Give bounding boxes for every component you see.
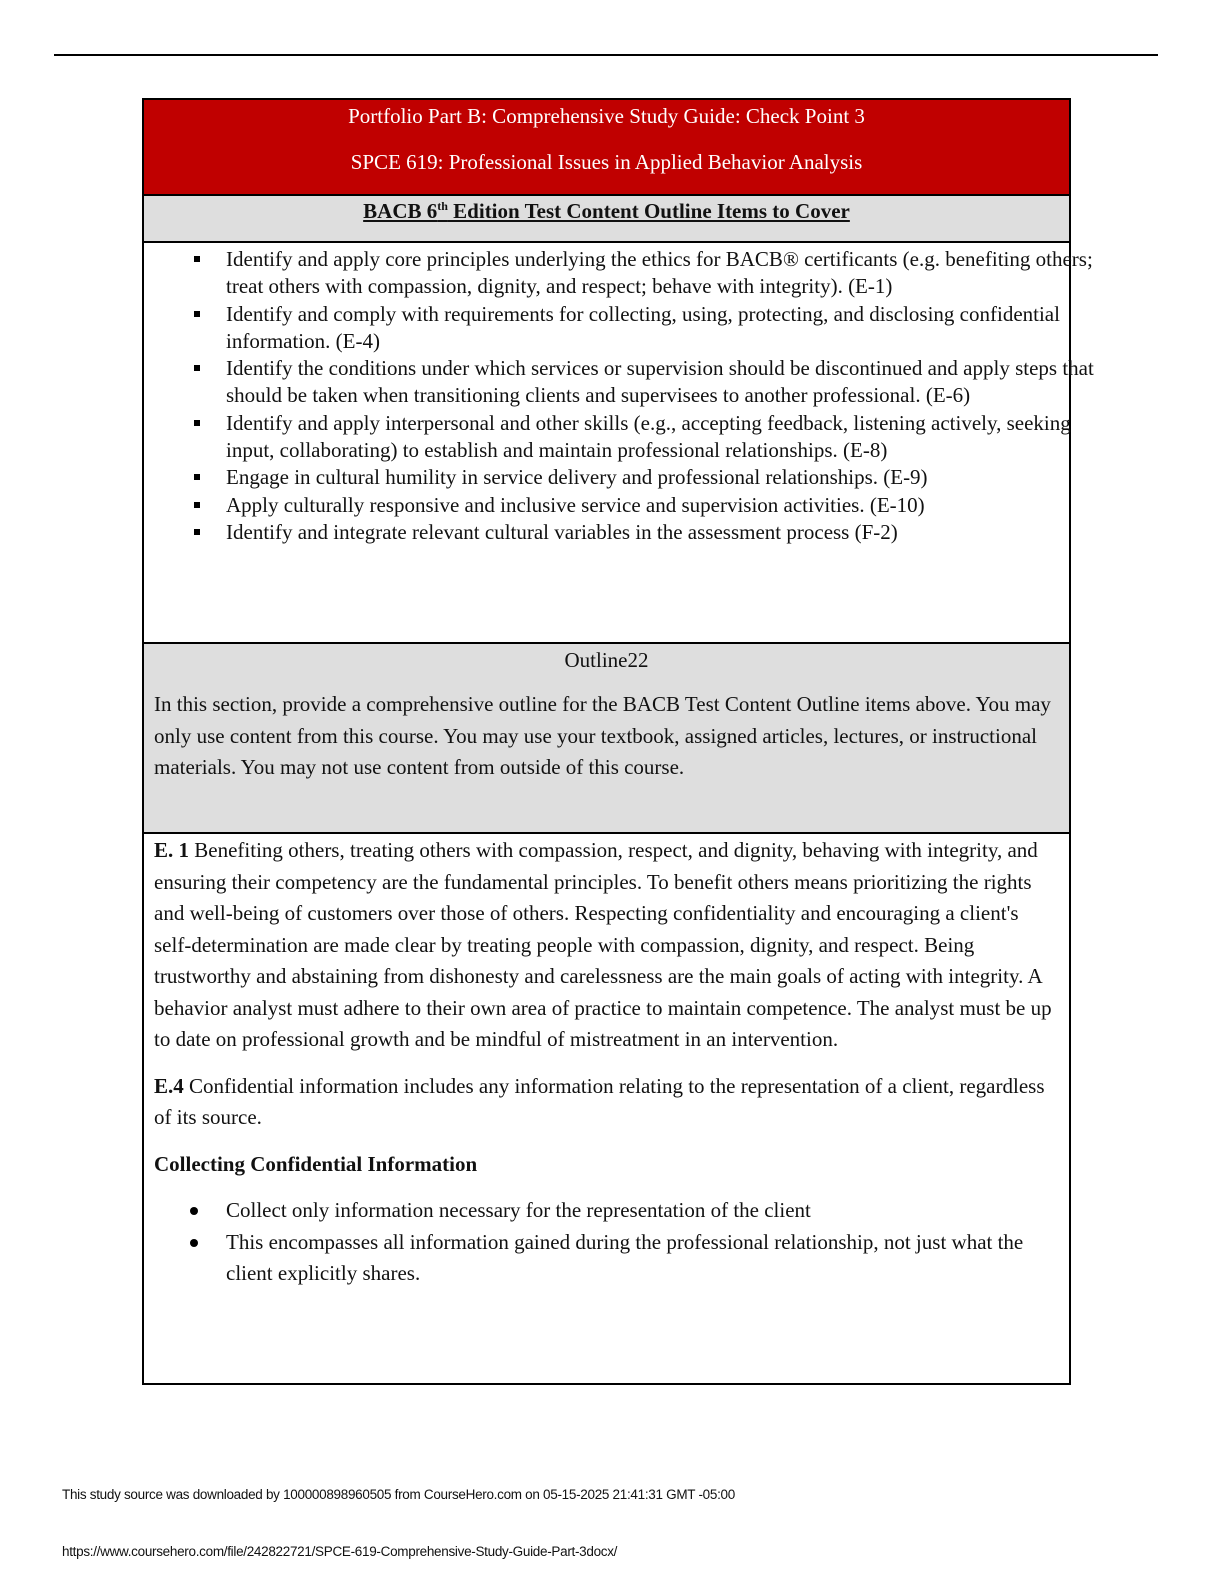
source-url[interactable]: https://www.coursehero.com/file/242822721/SPCE-619-Comprehensive-Study-Guide-Part-3docx/: [62, 1544, 618, 1559]
study-guide-table: [142, 98, 1094, 1385]
list-item: Identify and comply with requirements for collecting, using, protecting, and disclosing confidential information. (E-4): [144, 301, 1106, 356]
e4-text: Confidential information includes any information relating to the representation of a client, regardless of its source.: [154, 1073, 1045, 1129]
list-item: Identify and apply interpersonal and other skills (e.g., accepting feedback, listening actively, seeking input, collaborating) to establish and maintain professional relationships. (E-8): [144, 410, 1106, 465]
list-item: Identify and integrate relevant cultural variables in the assessment process (F-2): [144, 519, 1106, 546]
title-banner: [144, 100, 1069, 196]
document-title: Portfolio Part B: Comprehensive Study Guide: Check Point 3: [348, 104, 865, 128]
download-notice: This study source was downloaded by 100000898960505 from CourseHero.com on 05-15-2025 21:41:31 GMT -05:00: [62, 1487, 735, 1502]
outline-items-list: [144, 243, 1094, 644]
list-item: This encompasses all information gained during the professional relationship, not just what the client explicitly shares.: [154, 1227, 1059, 1290]
outline-heading: Outline22: [564, 648, 649, 672]
instructions-text: In this section, provide a comprehensive outline for the BACB Test Content Outline items above. You may only use content from this course. You may use your textbook, assigned articles, lectures, or instructional materials. You may not use content from outside of this course.: [154, 692, 1051, 779]
course-title: SPCE 619: Professional Issues in Applied Behavior Analysis: [350, 150, 863, 174]
list-item: Identify the conditions under which services or supervision should be discontinued and apply steps that should be taken when transitioning clients and supervisees to another professional. (E-6): [144, 355, 1106, 410]
list-item: Apply culturally responsive and inclusive service and supervision activities. (E-10): [144, 492, 1106, 519]
subheading: Collecting Confidential Information: [154, 1151, 478, 1176]
list-item: Identify and apply core principles underlying the ethics for BACB® certificants (e.g. benefiting others; treat others with compassion, dignity, and respect; behave with integrity). (E-1): [144, 246, 1106, 301]
e1-text: Benefiting others, treating others with compassion, respect, and dignity, behaving with integrity, and ensuring their competency are the fundamental principles. To benefit others means prioritizing the rights and well-being of customers over those of others. Respecting confidentiality and encouraging a client's self-determination are made clear by treating people with compassion, dignity, and respect. Being trustworthy and abstaining from dishonesty and carelessness are the main goals of acting with integrity. A behavior analyst must adhere to their own area of practice to maintain competence. The analyst must be up to date on professional growth and be mindful of mistreatment in an intervention.: [154, 838, 1052, 1051]
e4-label: E.4: [154, 1073, 184, 1098]
header-rule: [54, 54, 1158, 56]
list-item: Engage in cultural humility in service delivery and professional relationships. (E-9): [144, 464, 1106, 491]
heading-part: BACB 6: [363, 199, 438, 223]
e1-label: E. 1: [154, 838, 190, 862]
e1-paragraph: [154, 834, 1059, 1056]
outline-content: [144, 834, 1069, 1383]
heading-superscript: th: [437, 199, 448, 213]
outline-instructions: [144, 644, 1069, 834]
outline-items-heading: [144, 196, 1069, 243]
list-item: Collect only information necessary for the representation of the client: [154, 1195, 1059, 1227]
heading-part: Edition Test Content Outline Items to Cover: [447, 199, 850, 223]
e4-paragraph: [154, 1071, 1059, 1134]
